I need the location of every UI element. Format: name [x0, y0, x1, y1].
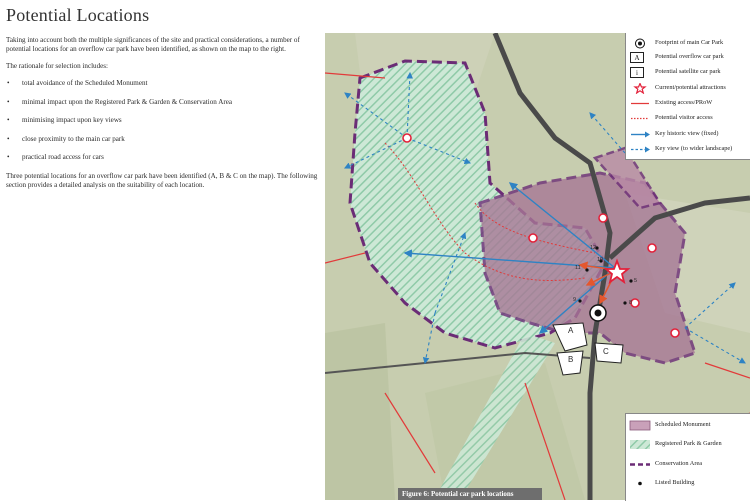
- building-number: 12: [590, 245, 597, 251]
- purple-dashed-icon: [629, 459, 651, 470]
- list-item: • minimal impact upon the Registered Park & Garden & Conservation Area: [7, 97, 233, 106]
- legend-item: Existing access/PRoW: [626, 98, 750, 110]
- site-label-b[interactable]: B: [568, 355, 574, 364]
- building-number: 9: [573, 297, 577, 303]
- intro-paragraph: Taking into account both the multiple significances of the site and practical considerations, a number of potential locations for an overflow car park have been identified, as shown on the map to the right.: [6, 36, 300, 53]
- rationale-heading: The rationale for selection includes:: [6, 62, 109, 70]
- map-legend-bottom: [625, 413, 750, 501]
- bullet-dot: •: [7, 153, 10, 161]
- list-item: • practical road access for cars: [7, 153, 104, 161]
- legend-item: A Potential overflow car park: [626, 52, 750, 64]
- site-label-a[interactable]: A: [568, 326, 574, 335]
- building-number: 5: [634, 278, 638, 284]
- blue-arrow-icon: [629, 129, 651, 140]
- green-hatch-icon: [629, 439, 651, 450]
- building-number: 8: [629, 300, 633, 306]
- figure-caption: Figure 6: Potential car park locations: [398, 488, 542, 500]
- bullet-dot: •: [7, 116, 10, 124]
- legend-item: i Potential satellite car park: [626, 67, 750, 79]
- field-patch: [325, 323, 395, 500]
- site-label-c[interactable]: C: [603, 347, 609, 356]
- overflow-park-symbol: A: [630, 52, 644, 63]
- legend-item: Scheduled Monument: [626, 420, 750, 432]
- bullet-dot: •: [7, 97, 10, 106]
- summary-paragraph: Three potential locations for an overflow car park have been identified (A, B & C on the map). The following section provides a detailed analysis on the suitability of each location.: [6, 171, 318, 189]
- building-number: 10: [597, 257, 604, 263]
- legend-item: Current/potential attractions: [626, 83, 750, 95]
- bullet-dot: •: [7, 134, 10, 143]
- site-c-shape: [595, 343, 623, 363]
- solid-red-line-icon: [629, 98, 651, 109]
- list-item: • total avoidance of the Scheduled Monument: [7, 79, 148, 87]
- dotted-red-line-icon: [629, 113, 651, 124]
- blue-dashed-arrow-icon: [629, 144, 651, 155]
- legend-item: Footprint of main Car Park: [626, 38, 750, 50]
- black-dot-icon: [629, 478, 651, 489]
- text-column: [6, 0, 318, 198]
- list-item: • minimising impact upon key views: [7, 116, 122, 124]
- list-item: • close proximity to the main car park: [7, 134, 125, 143]
- map-legend-top: [625, 33, 750, 160]
- legend-item: Key view (to wider landscape): [626, 144, 750, 156]
- bullet-dot: •: [7, 79, 10, 87]
- legend-item: Potential visitor access: [626, 113, 750, 125]
- footprint-icon: [629, 38, 651, 49]
- pink-fill-icon: [629, 420, 651, 431]
- building-number: 11: [575, 265, 581, 271]
- legend-item: Registered Park & Garden: [626, 439, 750, 451]
- legend-item: Conservation Area: [626, 459, 750, 471]
- legend-item: Key historic view (fixed): [626, 129, 750, 141]
- rationale-list: [6, 79, 318, 162]
- legend-item: Listed Building: [626, 478, 750, 490]
- star-icon: [629, 83, 651, 94]
- satellite-park-symbol: i: [630, 67, 644, 78]
- page-title: Potential Locations: [6, 5, 150, 25]
